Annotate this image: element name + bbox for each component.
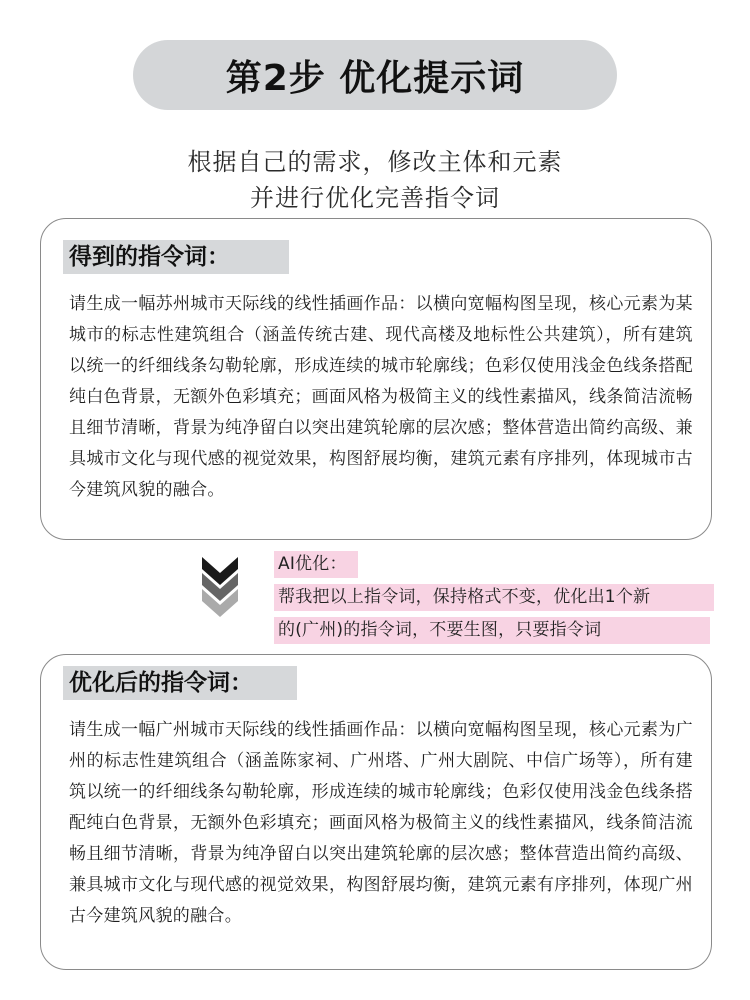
optimized-prompt-text: 请生成一幅广州城市天际线的线性插画作品：以横向宽幅构图呈现，核心元素为广州的标志性建筑组合（涵盖陈家祠、广州塔、广州大剧院、中信广场等），所有建筑以统一的纤细线条勾勒轮廓，形成连续的城市轮廓线；色彩仅使用浅金色线条搭配纯白色背景，无额外色彩填充；画面风格为极简主义的线性素描风，线条简洁流畅且细节清晰，背景为纯净留白以突出建筑轮廓的层次感；整体营造出简约高级、兼具城市文化与现代感的视觉效果，构图舒展均衡，建筑元素有序排列，体现广州古今建筑风貌的融合。 <box>69 720 693 926</box>
subtitle-line-1: 根据自己的需求，修改主体和元素 <box>187 148 563 176</box>
triple-chevron-down-icon <box>200 555 240 621</box>
original-prompt-label: 得到的指令词： <box>63 240 289 274</box>
optimized-prompt-card <box>40 654 712 970</box>
ai-prompt-line: 的(广州)的指令词，不要生图，只要指令词 <box>274 617 710 644</box>
title-pill <box>133 40 617 110</box>
subtitle-line-2: 并进行优化完善指令词 <box>250 184 500 212</box>
original-prompt-text: 请生成一幅苏州城市天际线的线性插画作品：以横向宽幅构图呈现，核心元素为某城市的标志性建筑组合（涵盖传统古建、现代高楼及地标性公共建筑），所有建筑以统一的纤细线条勾勒轮廓，形成连续的城市轮廓线；色彩仅使用浅金色线条搭配纯白色背景，无额外色彩填充；画面风格为极简主义的线性素描风，线条简洁流畅且细节清晰，背景为纯净留白以突出建筑轮廓的层次感；整体营造出简约高级、兼具城市文化与现代感的视觉效果，构图舒展均衡，建筑元素有序排列，体现城市古今建筑风貌的融合。 <box>69 294 693 500</box>
original-prompt-card <box>40 218 712 540</box>
ai-prompt-line: 帮我把以上指令词，保持格式不变，优化出1个新 <box>274 584 714 611</box>
ai-prompt-heading: AI优化： <box>274 551 358 578</box>
page-title: 第2步 优化提示词 <box>225 57 525 99</box>
optimized-prompt-label: 优化后的指令词： <box>63 666 297 700</box>
